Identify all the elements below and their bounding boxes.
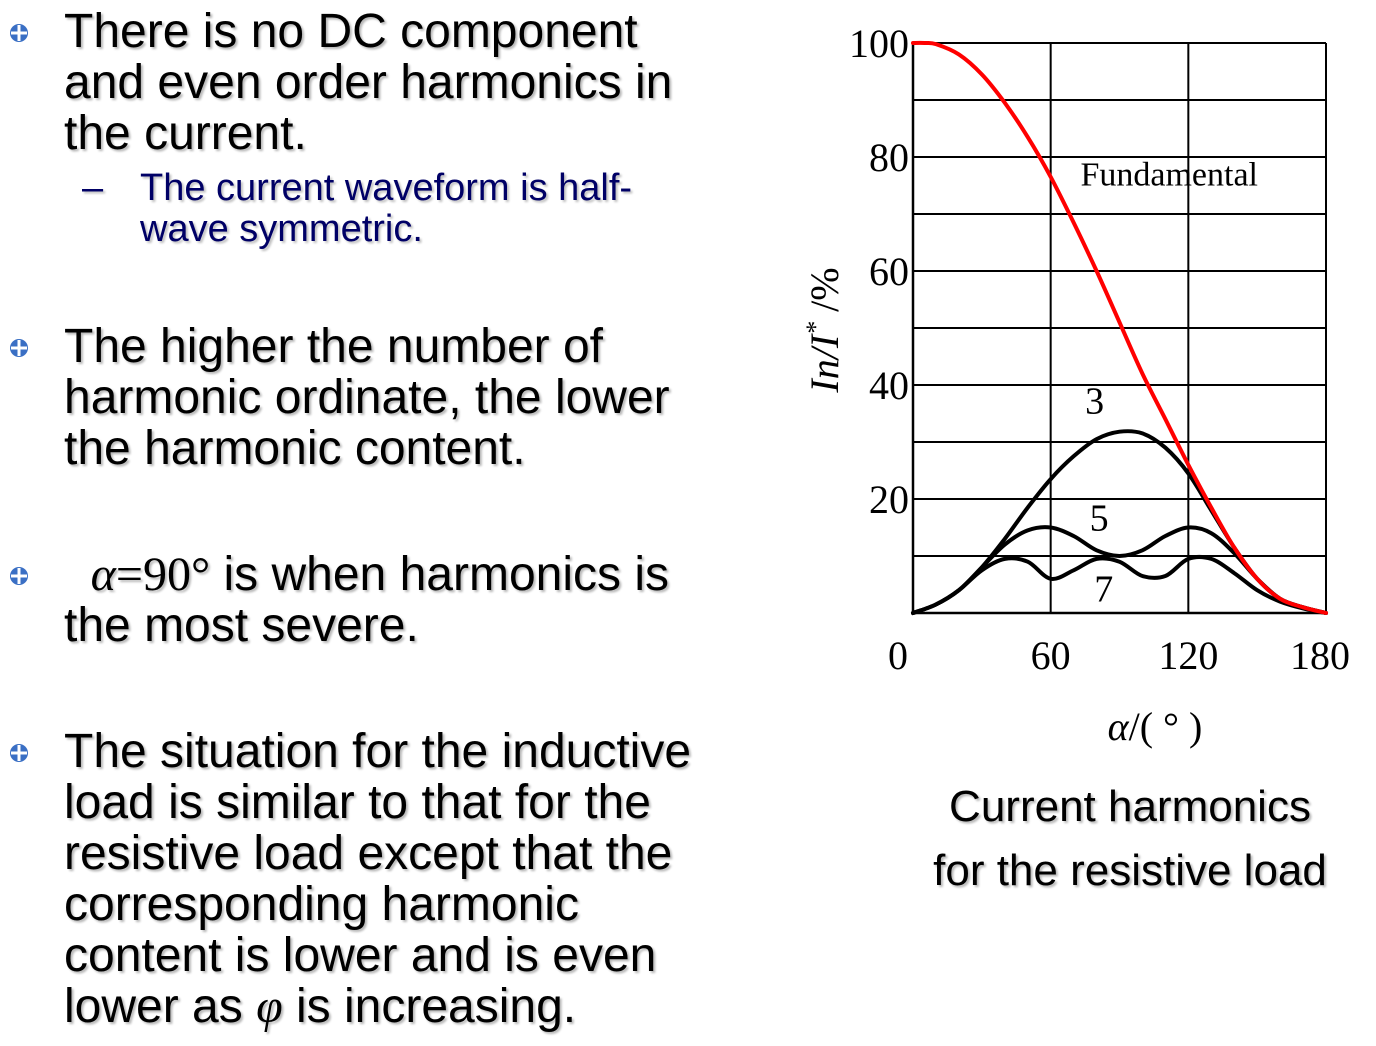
bullet-4-text [64, 726, 691, 1032]
bullet-line [64, 981, 691, 1032]
sub-bullet-text [140, 168, 632, 250]
y-tick-label: 100 [849, 21, 909, 66]
bullet-line: the most severe. [64, 599, 419, 652]
bullet-marker-icon [8, 337, 30, 359]
bullet-line: the harmonic content. [64, 422, 526, 475]
bullet-line: The situation for the inductive [64, 725, 692, 778]
bullet-4-last-suffix: is increasing. [282, 980, 577, 1033]
x-tick-label: 180 [1290, 633, 1350, 678]
bullet-line: corresponding harmonic [64, 878, 579, 931]
y-tick-label: 40 [869, 363, 909, 408]
x-axis-label: α/( ° ) [1107, 704, 1203, 749]
x-tick-label: 120 [1158, 633, 1219, 678]
phi-symbol: φ [256, 980, 283, 1033]
chart-ticks [849, 21, 1350, 678]
chart-caption [900, 775, 1360, 903]
bullet-line: resistive load except that the [64, 827, 673, 880]
sub-bullet-line: The current waveform is half- [140, 167, 633, 209]
angle-value: 90° [142, 548, 211, 601]
sub-bullet-line: wave symmetric. [140, 208, 423, 250]
caption-line-1: Current harmonics [949, 782, 1311, 831]
series-line-3 [913, 431, 1326, 613]
chart-series-labels [1080, 157, 1258, 611]
series-line-fundamental [913, 43, 1326, 613]
equals-sign: = [115, 548, 143, 601]
bullet-4-last-prefix: lower as [64, 980, 257, 1033]
alpha-symbol: α [90, 548, 116, 601]
bullet-line: The higher the number of [64, 320, 603, 373]
bullet-2-text [64, 321, 670, 474]
bullet-line: and even order harmonics in [64, 56, 673, 109]
chart-grid [913, 43, 1326, 613]
x-tick-label: 60 [1030, 633, 1071, 678]
series-label-fundamental: Fundamental [1080, 156, 1259, 194]
bullet-marker-icon [8, 742, 30, 764]
bullet-line: There is no DC component [64, 5, 638, 58]
chart-series [913, 43, 1326, 613]
y-tick-label: 80 [869, 135, 909, 180]
y-tick-label: 20 [869, 477, 909, 522]
series-line-7 [913, 557, 1326, 613]
bullet-line [64, 549, 669, 600]
bullet-line: load is similar to that for the [64, 776, 651, 829]
y-axis-label: In/I* /% [801, 267, 847, 393]
bullet-line: harmonic ordinate, the lower [64, 371, 670, 424]
x-tick-label: 0 [888, 633, 908, 678]
series-label-3: 3 [1085, 380, 1105, 423]
bullet-line: the current. [64, 107, 307, 160]
series-label-5: 5 [1089, 497, 1109, 540]
bullet-3-line1-rest: is when harmonics is [210, 548, 669, 601]
bullet-line: content is lower and is even [64, 929, 657, 982]
caption-line-2: for the resistive load [933, 846, 1327, 895]
bullet-marker-icon [8, 22, 30, 44]
series-line-5 [913, 527, 1326, 613]
sub-bullet-dash: – [82, 167, 104, 209]
bullet-1-text [64, 6, 672, 159]
y-tick-label: 60 [869, 249, 909, 294]
series-label-7: 7 [1094, 568, 1114, 611]
bullet-3-text [64, 549, 669, 651]
bullet-marker-icon [8, 565, 30, 587]
